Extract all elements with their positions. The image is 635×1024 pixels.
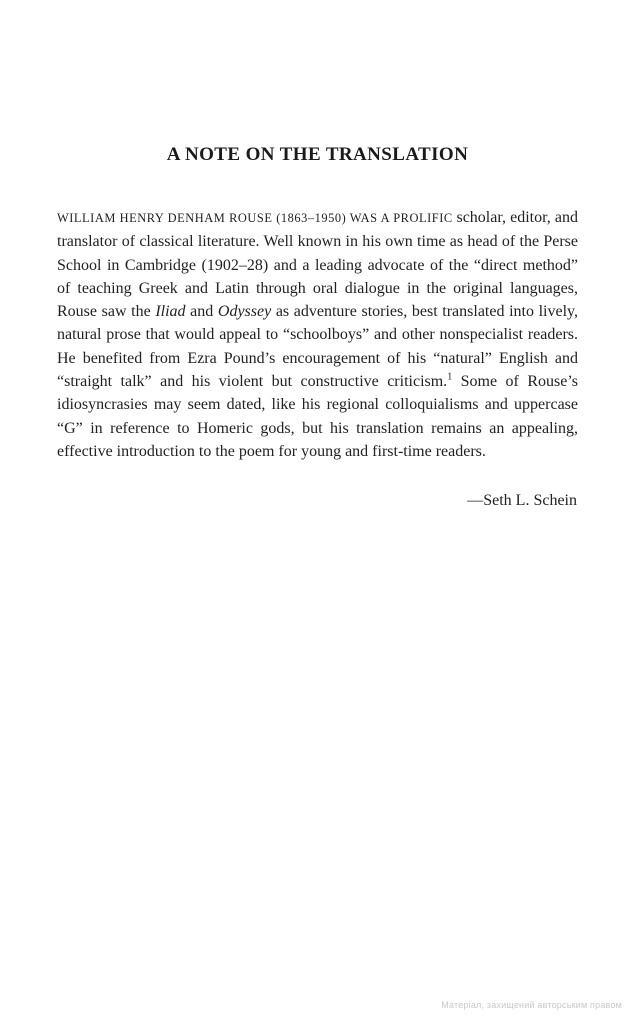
text-segment: and bbox=[185, 303, 218, 321]
text-segment: Odyssey bbox=[217, 303, 272, 321]
text-segment: as adventure stories, best translated into lively, natural prose that would appeal to “schoolboys” and other nonspecialist readers. He benefited from Ezra Pound’s encouragement of his “natural” English and “straight talk” and his violent but constructive criticism. bbox=[57, 303, 579, 391]
text-segment: scholar, editor, and translator of classical literature. Well known in his own time as head of the Perse School in Cambridge (1902–28) and a leading advocate of the “direct method” of teaching Greek and Latin through oral dialogue in the original languages, Rouse saw the bbox=[57, 209, 579, 321]
text-segment: Iliad bbox=[155, 303, 186, 321]
text-segment: WILLIAM HENRY DENHAM ROUSE (1863–1950) WAS A PROLIFIC bbox=[57, 211, 457, 225]
translation-note-paragraph bbox=[57, 206, 578, 463]
author-signature: —Seth L. Schein bbox=[467, 492, 577, 509]
text-segment: Some of Rouse’s idiosyncrasies may seem dated, like his regional colloquialisms and uppercase “G” in reference to Homeric gods, but his translation remains an appealing, effective introduction to the poem for young and first-time readers. bbox=[57, 373, 578, 460]
copyright-watermark: Матеріал, захищений авторським правом bbox=[441, 1000, 622, 1010]
page-title: A NOTE ON THE TRANSLATION bbox=[166, 144, 469, 165]
text-segment: 1 bbox=[447, 371, 453, 383]
